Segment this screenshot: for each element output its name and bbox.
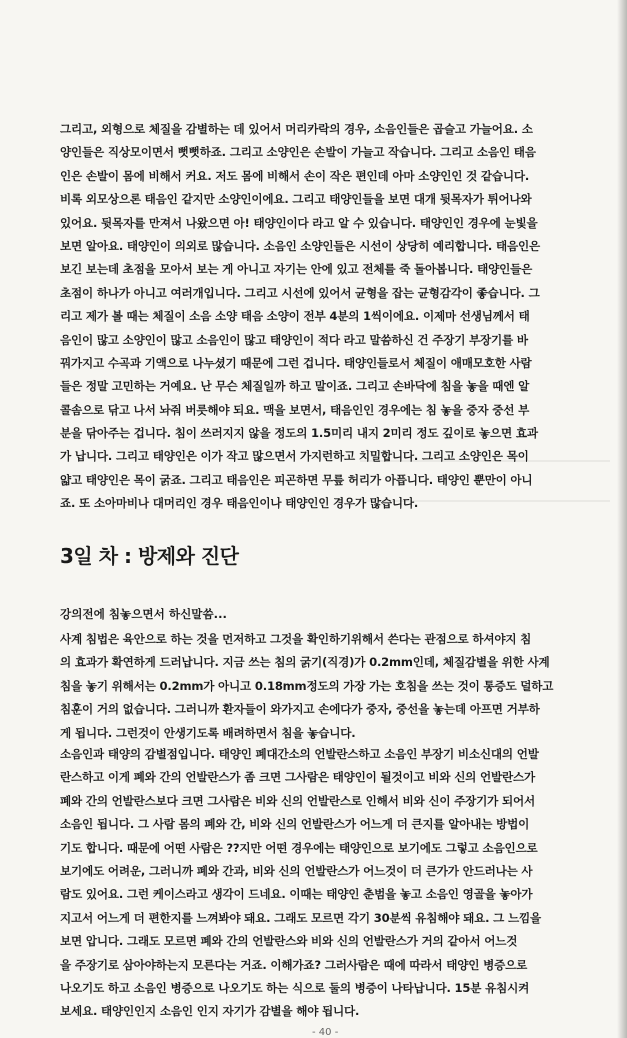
text-line: 분을 닦아주는 겁니다. 침이 쓰러지지 않을 정도의 1.5미리 내지 2미리 정도 깊이로 놓으면 효과 <box>60 426 538 441</box>
text-line: 가 납니다. 그리고 태양인은 이가 작고 많으면서 가지런하고 치밀합니다. 그리고 소양인은 목이 <box>60 449 529 464</box>
text-line: 람도 있어요. 그런 케이스라고 생각이 드네요. 이때는 태양인 춘범을 놓고 소음인 영골을 놓아가 <box>60 887 533 902</box>
text-line: 침을 놓기 위해서는 0.2mm가 아니고 0.18mm정도의 가장 가는 호침을 쓰는 것이 통증도 덜하고 <box>60 678 554 693</box>
text-line: 기도 합니다. 때문에 어떤 사람은 ??지만 어떤 경우에는 태양인으로 보기에도 그렇고 소음인으로 <box>60 840 538 855</box>
text-line: 사계 침법은 육안으로 하는 것을 먼저하고 그것을 확인하기위해서 쓴다는 관점으로 하셔야지 침 <box>60 632 532 646</box>
text-line: 초점이 하나가 아니고 여러개입니다. 그리고 시선에 있어서 균형을 잡는 균형감각이 좋습니다. 그 <box>60 285 540 300</box>
text-line: 란스하고 이게 폐와 간의 언발란스가 좀 크면 그사람은 태양인이 될것이고 비와 신의 언발란스가 <box>60 770 536 785</box>
text-line: 소음인과 태양의 감별점입니다. 태양인 폐대간소의 언발란스하고 소음인 부장기 비소신대의 언발 <box>60 747 539 761</box>
text-line: 보긴 보는데 초점을 모아서 보는 게 아니고 자기는 안에 있고 전체를 죽 돌아봅니다. 태양인들은 <box>60 262 533 277</box>
text-line: 죠. 또 소아마비나 대머리인 경우 태음인이나 태양인인 경우가 많습니다. <box>60 496 419 511</box>
text-line: 게 됩니다. 그런것이 안생기도록 배려하면서 침을 놓습니다. <box>60 725 356 740</box>
text-line: 지고서 어느게 더 편한지를 느껴봐야 돼요. 그래도 모르면 각기 30분씩 유침해야 돼요. 그 느낌을 <box>60 910 542 925</box>
text-line: 있어요. 뒷목자를 만져서 나왔으면 아! 태양인이다 라고 알 수 있습니다. 태양인인 경우에 눈빛을 <box>60 215 538 230</box>
text-line: 보기에도 어려운, 그러니까 폐와 간과, 비와 신의 언발란스가 어느것이 더 큰가가 안드러나는 사 <box>60 863 533 878</box>
paragraph-constitution-features <box>60 118 615 516</box>
text-line: 폐와 간의 언발란스보다 크면 그사람은 비와 신의 언발란스로 인해서 비와 신이 주장기가 되어서 <box>60 793 536 808</box>
text-line: 을 주장기로 삼아야하는지 모른다는 거죠. 이해가죠? 그러사람은 때에 따라서 태양인 병증으로 <box>60 957 528 972</box>
text-line: 꿔가지고 수곡과 기액으로 나누셨기 때문에 그런 겁니다. 태양인들로서 체질이 애매모호한 사람 <box>60 355 532 370</box>
text-line: 보세요. 태양인인지 소음인 인지 자기가 감별을 해야 됩니다. <box>60 1004 360 1019</box>
text-line: 인은 손발이 몸에 비해서 커요. 저도 몸에 비해서 손이 작은 편인데 아마 소양인인 것 같습니다. <box>60 168 530 183</box>
section-heading: 3일 차 : 방제와 진단 <box>60 544 239 568</box>
text-line: 리고 제가 볼 때는 체질이 소음 소양 태음 소양이 전부 4분의 1씩이에요. 이제마 선생님께서 태 <box>60 309 530 324</box>
text-line: 콜솜으로 닦고 나서 놔줘 버릇해야 되요. 맥을 보면서, 태음인인 경우에는 침 놓을 중자 중선 부 <box>60 402 530 417</box>
text-line: 보면 압니다. 그래도 모르면 폐와 간의 언발란스와 비와 신의 언발란스가 거의 같아서 어느것 <box>60 934 518 949</box>
text-line: 보면 알아요. 태양인이 의외로 많습니다. 소음인 소양인들은 시선이 상당히 예리합니다. 태음인은 <box>60 238 540 253</box>
page-edge-shadow <box>617 0 627 1038</box>
intro-line: 강의전에 침놓으면서 하신말씀... <box>60 607 227 621</box>
text-line: 들은 정말 고민하는 거예요. 난 무슨 체질일까 하고 말이죠. 그리고 손바닥에 침을 놓을 때엔 알 <box>60 379 530 394</box>
text-line: 비록 외모상으론 태음인 같지만 소양인이에요. 그리고 태양인들을 보면 대개 뒷목자가 튀어나와 <box>60 192 532 207</box>
text-line: 소음인 됩니다. 그 사람 몸의 폐와 간, 비와 신의 언발란스가 어느게 더 큰지를 알아내는 방법이 <box>60 817 530 832</box>
paragraph-sagye-acupuncture <box>60 628 615 745</box>
text-line: 나오기도 하고 소음인 병증으로 나오기도 하는 식으로 둘의 병증이 나타납니다. 15분 유침시켜 <box>60 980 530 995</box>
text-line: 그리고, 외형으로 체질을 감별하는 데 있어서 머리카락의 경우, 소음인들은 곱슬고 가늘어요. 소 <box>60 122 533 136</box>
bleed-through-mark <box>360 500 610 502</box>
paragraph-soeum-taeyang-diagnosis <box>60 743 615 1024</box>
bleed-through-mark <box>360 460 610 462</box>
text-line: 양인들은 직상모이면서 뻣뻣하죠. 그리고 소양인은 손발이 가늘고 작습니다. 그리고 소음인 태음 <box>60 145 536 160</box>
text-line: 얇고 태양인은 목이 굵죠. 그리고 태음인은 피곤하면 무릎 허리가 아픕니다. 태양인 뿐만이 아니 <box>60 472 533 487</box>
page-number: - 40 - <box>312 1027 339 1038</box>
text-line: 침훈이 거의 없습니다. 그러니까 환자들이 와가지고 손에다가 중자, 중선을 놓는데 아프면 거부하 <box>60 702 540 717</box>
text-line: 음인이 많고 소양인이 많고 소음인이 많고 태양인이 적다 라고 말씀하신 건 주장기 부장기를 바 <box>60 332 528 347</box>
text-line: 의 효과가 확연하게 드러납니다. 지금 쓰는 침의 굵기(직경)가 0.2mm인데, 체질감별을 위한 사계 <box>60 655 550 670</box>
